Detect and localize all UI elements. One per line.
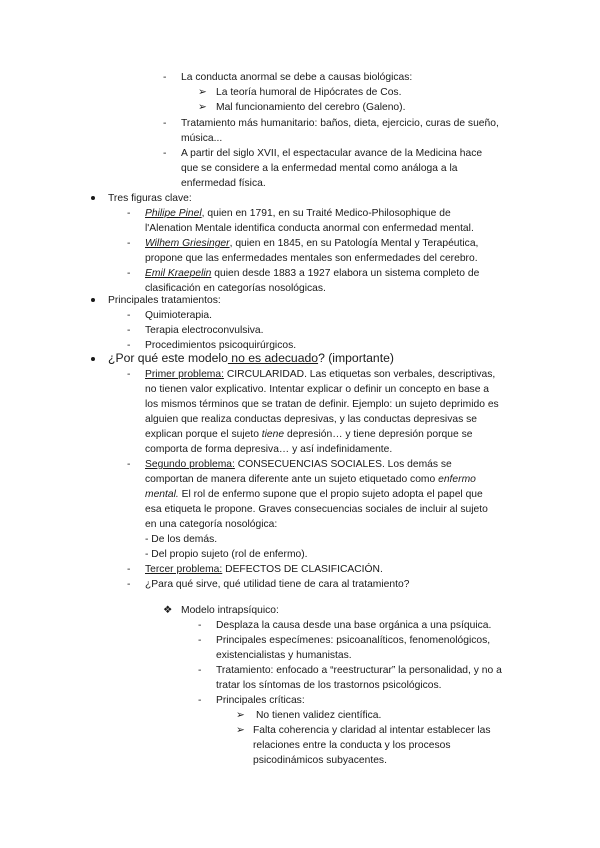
critic-item: No tienen validez científica. bbox=[256, 710, 382, 721]
bullet-dot bbox=[91, 357, 95, 361]
problem1-l5-italic: tiene bbox=[261, 429, 285, 440]
problem1-line bbox=[145, 367, 495, 382]
dash-marker: - bbox=[163, 148, 167, 159]
dash-marker: - bbox=[127, 208, 131, 219]
problem1-text: alguien que realiza conductas depresivas, y las conductas depresivas se bbox=[145, 414, 477, 425]
cause-line: Desplaza la causa desde una base orgánica a una psíquica. bbox=[216, 620, 492, 631]
figures-title: Tres figuras clave: bbox=[108, 193, 192, 204]
intrapsychic-title: Modelo intrapsíquico: bbox=[181, 605, 279, 616]
arrow-bullet-icon: ➢ bbox=[198, 87, 207, 98]
problem2-text: esa etiqueta le propone. Graves consecuencias sociales de incluir al sujeto bbox=[145, 504, 488, 515]
bullet-dot bbox=[91, 196, 95, 200]
pinel-line-2: l'Alenation Mentale identifica conducta anormal con enfermedad mental. bbox=[145, 223, 474, 234]
dash-marker: - bbox=[127, 340, 131, 351]
dash-marker: - bbox=[127, 579, 131, 590]
problem1-label: Primer problema: bbox=[145, 369, 224, 380]
dash-marker: - bbox=[198, 620, 202, 631]
problem2-l2-italic: enfermo bbox=[438, 474, 476, 485]
specimens-line: existencialistas y humanistas. bbox=[216, 650, 352, 661]
griesinger-line-2: propone que las enfermedades mentales son enfermedades del cerebro. bbox=[145, 253, 478, 264]
biological-item: La conducta anormal se debe a causas biológicas: bbox=[181, 72, 413, 83]
problem2-text: en una categoría nosológica: bbox=[145, 519, 278, 530]
medicine-line: que se considere a la enfermedad mental como análoga a la bbox=[181, 163, 458, 174]
arrow-bullet-icon: ➢ bbox=[236, 725, 245, 736]
pinel-line bbox=[145, 206, 451, 221]
intrapsychic-treatment: Tratamiento: enfocado a “reestructurar” la personalidad, y no a bbox=[216, 665, 502, 676]
kraepelin-name: Emil Kraepelin bbox=[145, 268, 212, 279]
treatment-line: Tratamiento más humanitario: baños, dieta, ejercicio, curas de sueño, bbox=[181, 118, 499, 129]
problem2-line bbox=[145, 457, 452, 472]
problem3-line bbox=[145, 562, 383, 577]
dash-marker: - bbox=[127, 459, 131, 470]
galeno-item: Mal funcionamiento del cerebro (Galeno). bbox=[216, 102, 406, 113]
problem1-text: los mismos términos que se tratan de definir. Ejemplo: un sujeto deprimido es bbox=[145, 399, 499, 410]
humoral-theory: La teoría humoral de Hipócrates de Cos. bbox=[216, 87, 402, 98]
problem3-label: Tercer problema: bbox=[145, 564, 223, 575]
problem2-l2-pre: comportan de manera diferente ante un sujeto etiquetado como bbox=[145, 474, 439, 485]
question-pre: ¿Por qué este modelo bbox=[108, 351, 228, 365]
critics-title: Principales críticas: bbox=[216, 695, 305, 706]
problem1-rest: CIRCULARIDAD. Las etiquetas son verbales, descriptivas, bbox=[223, 369, 496, 380]
problem1-text: comporta de forma depresiva… y así indefinidamente. bbox=[145, 444, 393, 455]
dash-marker: - bbox=[127, 238, 131, 249]
dash-marker: - bbox=[163, 72, 167, 83]
utility-question: ¿Para qué sirve, qué utilidad tiene de cara al tratamiento? bbox=[145, 579, 410, 590]
problem2-text bbox=[145, 472, 476, 487]
dash-marker: - bbox=[127, 369, 131, 380]
problem2-text: - De los demás. bbox=[145, 534, 218, 545]
arrow-bullet-icon: ➢ bbox=[198, 102, 207, 113]
treatments-title: Principales tratamientos: bbox=[108, 295, 221, 306]
kraepelin-line-2: clasificación en categorías nosológicas. bbox=[145, 283, 326, 294]
intrapsychic-treatment: tratar los síntomas de los trastornos psicológicos. bbox=[216, 680, 442, 691]
diamond-bullet-icon: ❖ bbox=[163, 605, 173, 616]
griesinger-rest: , quien en 1845, en su Patología Mental y Terapéutica, bbox=[229, 238, 479, 249]
specimens-line: Principales especímenes: psicoanalíticos, fenomenológicos, bbox=[216, 635, 491, 646]
medicine-line: enfermedad física. bbox=[181, 178, 266, 189]
problem3-rest: DEFECTOS DE CLASIFICACIÓN. bbox=[222, 564, 383, 575]
dash-marker: - bbox=[127, 268, 131, 279]
griesinger-name: Wilhem Griesinger bbox=[145, 238, 230, 249]
kraepelin-line bbox=[145, 266, 479, 281]
problem2-l3-post: El rol de enfermo supone que el propio sujeto adopta el papel que bbox=[178, 489, 483, 500]
question-heading bbox=[108, 350, 394, 367]
treatment-item: Terapia electroconvulsiva. bbox=[145, 325, 264, 336]
problem2-text bbox=[145, 487, 483, 502]
dash-marker: - bbox=[127, 564, 131, 575]
dash-marker: - bbox=[127, 310, 131, 321]
problem1-l5-post: depresión… y tiene depresión porque se bbox=[284, 429, 473, 440]
problem2-rest: CONSECUENCIAS SOCIALES. Los demás se bbox=[234, 459, 452, 470]
critic-item-cont: psicodinámicos subyacentes. bbox=[253, 755, 387, 766]
question-post: ? (importante) bbox=[318, 351, 394, 365]
dash-marker: - bbox=[198, 665, 202, 676]
critic-item: Falta coherencia y claridad al intentar establecer las bbox=[253, 725, 491, 736]
dash-marker: - bbox=[127, 325, 131, 336]
pinel-rest: , quien en 1791, en su Traité Medico-Philosophique de bbox=[201, 208, 451, 219]
dash-marker: - bbox=[198, 635, 202, 646]
arrow-bullet-icon: ➢ bbox=[236, 710, 245, 721]
griesinger-line bbox=[145, 236, 478, 251]
bullet-dot bbox=[91, 298, 95, 302]
critic-item-cont: relaciones entre la conducta y los procesos bbox=[253, 740, 451, 751]
question-underlined: no es adecuado bbox=[227, 351, 319, 365]
medicine-line: A partir del siglo XVII, el espectacular avance de la Medicina hace bbox=[181, 148, 483, 159]
problem1-l5-pre: explican porque el sujeto bbox=[145, 429, 262, 440]
treatment-item: Quimioterapia. bbox=[145, 310, 212, 321]
dash-marker: - bbox=[198, 695, 202, 706]
dash-marker: - bbox=[163, 118, 167, 129]
problem2-l3-italic: mental. bbox=[145, 489, 179, 500]
kraepelin-rest: quien desde 1883 a 1927 elabora un sistema completo de bbox=[211, 268, 480, 279]
problem2-text: - Del propio sujeto (rol de enfermo). bbox=[145, 549, 308, 560]
problem1-text: no tienen valor explicativo. Intentar explicar o definir un concepto en base a bbox=[145, 384, 490, 395]
problem1-text bbox=[145, 427, 472, 442]
treatment-line: música... bbox=[181, 133, 223, 144]
problem2-label: Segundo problema: bbox=[145, 459, 235, 470]
treatment-item: Procedimientos psicoquirúrgicos. bbox=[145, 340, 297, 351]
pinel-name: Philipe Pinel bbox=[145, 208, 202, 219]
